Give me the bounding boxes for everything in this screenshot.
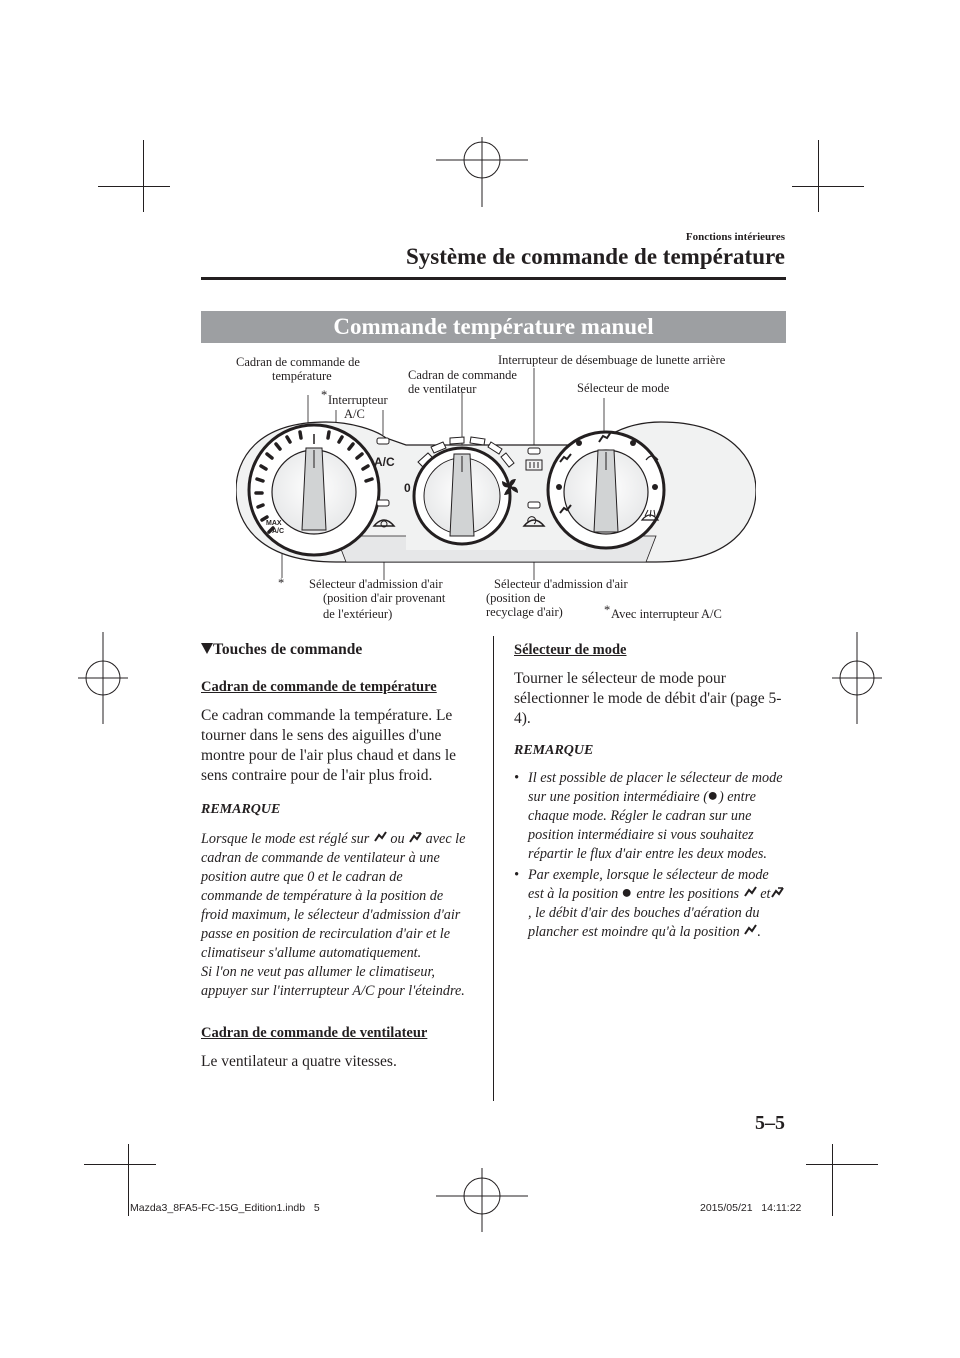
section-name: Fonctions intérieures bbox=[685, 231, 785, 243]
header-rule bbox=[201, 277, 786, 280]
label-bottom-star: * bbox=[278, 576, 285, 590]
floor-defrost-mode-icon bbox=[408, 831, 422, 844]
fan-dial-body: Le ventilateur a quatre vitesses. bbox=[201, 1053, 397, 1070]
registration-target-top-icon bbox=[436, 137, 528, 207]
note-label: REMARQUE bbox=[201, 802, 281, 817]
fan-zero-label: 0 bbox=[404, 481, 411, 495]
intermediate-dot-icon bbox=[708, 789, 719, 802]
label-rear-defog: Interrupteur de désembuage de lunette arrière bbox=[498, 353, 726, 367]
temp-dial-heading: Cadran de commande de température bbox=[201, 679, 437, 695]
label-temp-dial: Cadran de commande de température bbox=[236, 355, 360, 383]
label-ac-switch: Interrupteur A/C bbox=[328, 393, 388, 421]
fan-dial-heading: Cadran de commande de ventilateur bbox=[201, 1025, 428, 1041]
label-with-ac: Avec interrupteur A/C bbox=[611, 607, 722, 621]
column-divider bbox=[493, 636, 494, 1101]
floor-mode-icon bbox=[373, 831, 387, 844]
section-heading: Touches de commande bbox=[201, 640, 466, 660]
note-text: Lorsque le mode est réglé sur ou avec le cadran de commande de ventilateur à une position autre que 0 et le cadran de commande de température à la position de froid maximum, le sélecteur d'admission d'air passe en position de recirculation d'air et le climatiseur s'allume automatiquement. Si l'on ne veut pas allumer le climatiseur, appuyer sur l'interrupteur A/C pour l'éteindre. bbox=[201, 831, 466, 999]
floor-mode-icon bbox=[743, 886, 757, 899]
label-fan-dial: Cadran de commande de ventilateur bbox=[408, 368, 517, 396]
registration-target-right-icon bbox=[832, 632, 882, 724]
ac-label: A/C bbox=[374, 455, 395, 469]
note-bullet-1: • Il est possible de placer le sélecteur de mode sur une position intermédiaire ( ) entre chaque mode. Régler le cadran sur une position intermédiaire si vous souhaitez répartir le flux d'air entre les deux modes. bbox=[514, 770, 783, 862]
mode-selector-heading: Sélecteur de mode bbox=[514, 642, 627, 658]
triangle-down-icon bbox=[201, 643, 213, 654]
left-column bbox=[201, 640, 466, 1072]
right-column bbox=[514, 640, 786, 942]
label-mode-selector: Sélecteur de mode bbox=[577, 381, 670, 395]
section-banner: Commande température manuel bbox=[201, 311, 786, 343]
temp-dial-body: Ce cadran commande la température. Le tourner dans le sens des aiguilles d'une montre pour de l'air plus chaud et dans le sens contraire pour de l'air plus froid. bbox=[201, 707, 457, 784]
climate-control-panel bbox=[236, 350, 756, 590]
floor-defrost-mode-icon bbox=[770, 886, 784, 899]
registration-target-left-icon bbox=[78, 632, 128, 724]
footer-timestamp: 2015/05/21 14:11:22 bbox=[700, 1202, 802, 1214]
page-number: 5–5 bbox=[755, 1112, 785, 1134]
label-with-ac-star: * bbox=[604, 603, 611, 617]
note-bullet-2: • Par exemple, lorsque le sélecteur de mode est à la position entre les positions et, le débit d'air des bouches d'aération du plancher est moindre qu'à la position . bbox=[514, 866, 786, 942]
label-ac-star: * bbox=[321, 388, 328, 402]
label-intake-outside: Sélecteur d'admission d'air (position d'air provenant de l'extérieur) bbox=[309, 577, 446, 621]
page-title: Système de commande de température bbox=[406, 244, 785, 269]
note-label: REMARQUE bbox=[514, 743, 594, 758]
floor-mode-icon bbox=[743, 924, 757, 937]
max-ac-label: A/C bbox=[272, 528, 285, 535]
footer-file: Mazda3_8FA5-FC-15G_Edition1.indb 5 bbox=[130, 1202, 320, 1214]
label-intake-recirc: Sélecteur d'admission d'air (position de recyclage d'air) bbox=[486, 577, 628, 619]
mode-selector-body: Tourner le sélecteur de mode pour sélectionner le mode de débit d'air (page 5-4). bbox=[514, 670, 782, 727]
max-label: MAX bbox=[266, 520, 282, 527]
registration-target-bottom-icon bbox=[436, 1168, 528, 1232]
intermediate-dot-icon bbox=[622, 886, 633, 899]
